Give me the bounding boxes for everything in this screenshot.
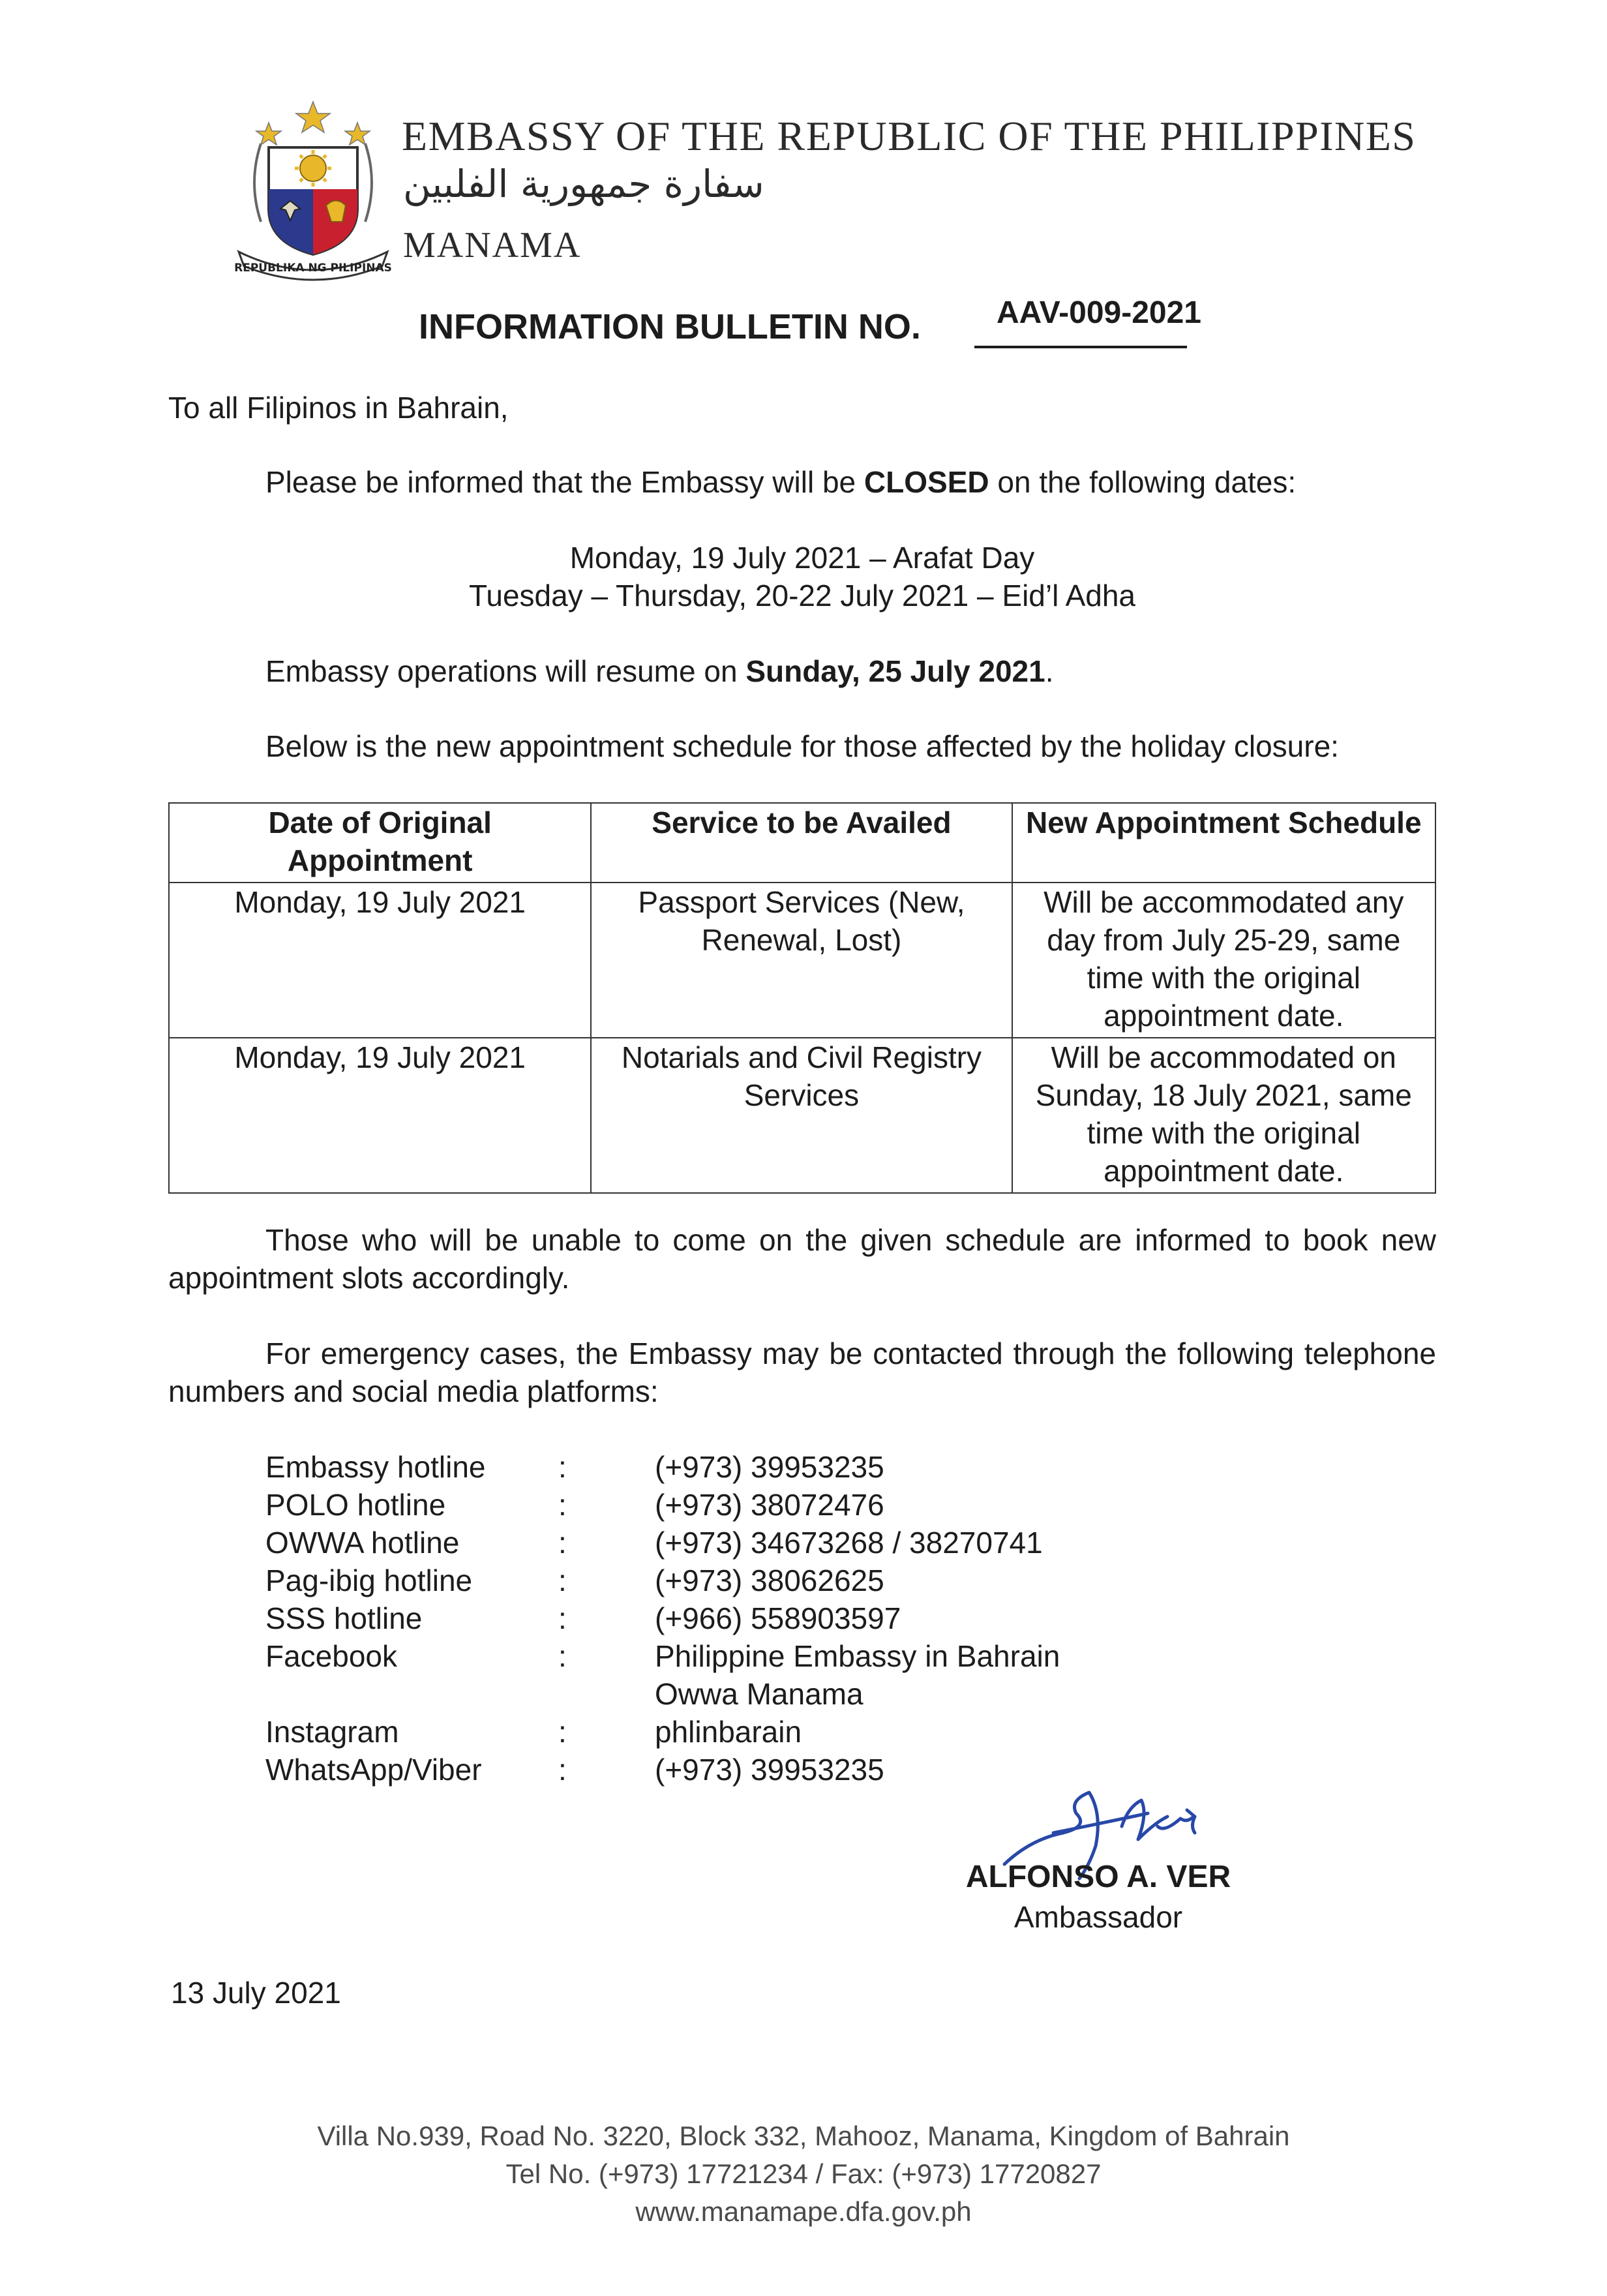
contact-separator: : [558,1715,567,1749]
contact-value: (+973) 34673268 / 38270741 [655,1526,1043,1560]
closure-notice-text-end: on the following dates: [989,465,1297,499]
table-header-row [169,803,1435,883]
contact-separator: : [558,1563,567,1597]
closure-date: Monday, 19 July 2021 – Arafat Day [569,541,1035,575]
contact-label: WhatsApp/Viber [265,1753,482,1787]
contact-value: Owwa Manama [655,1677,864,1711]
table-cell: Notarials and Civil Registry Services [591,1038,1012,1193]
letterhead-city: MANAMA [403,225,582,265]
contact-separator: : [558,1753,567,1787]
footer-website[interactable]: www.manamape.dfa.gov.ph [635,2196,972,2227]
resume-notice-emphasis: Sunday, 25 July 2021 [745,654,1045,688]
contact-label: POLO hotline [265,1488,446,1522]
letterhead-arabic-title: سفارة جمهورية الفلبين [403,162,764,206]
table-cell: Passport Services (New, Renewal, Lost) [591,883,1012,1038]
contact-label: Pag-ibig hotline [265,1563,473,1597]
letterhead-title: EMBASSY OF THE REPUBLIC OF THE PHILIPPINES [402,113,1417,159]
contact-separator: : [558,1488,567,1522]
contact-separator: : [558,1601,567,1635]
contact-value: Philippine Embassy in Bahrain [655,1639,1060,1673]
table-row [169,1038,1435,1193]
table-cell: Monday, 19 July 2021 [169,883,591,1038]
contact-label: SSS hotline [265,1601,423,1635]
table-header: New Appointment Schedule [1012,803,1435,883]
contact-label: Embassy hotline [265,1450,486,1484]
bulletin-number: AAV-009-2021 [997,295,1201,330]
schedule-table [168,802,1436,1194]
contact-separator: : [558,1526,567,1560]
contact-label: Instagram [265,1715,399,1749]
resume-notice [265,652,1054,690]
table-cell: Will be accommodated on Sunday, 18 July 2021, same time with the original appointment date. [1012,1038,1435,1193]
table-cell: Will be accommodated any day from July 25-29, same time with the original appointment date. [1012,883,1435,1038]
bulletin-number-underline [974,346,1187,348]
table-header: Date of Original Appointment [169,803,591,883]
contact-value: (+973) 38072476 [655,1488,884,1522]
closure-notice-text: Please be informed that the Embassy will be [265,465,864,499]
schedule-intro: Below is the new appointment schedule for those affected by the holiday closure: [265,729,1339,763]
footer-address: Villa No.939, Road No. 3220, Block 332, Mahooz, Manama, Kingdom of Bahrain [317,2121,1290,2151]
footer-phone: Tel No. (+973) 17721234 / Fax: (+973) 17720827 [505,2158,1102,2189]
bulletin-label: INFORMATION BULLETIN NO. [419,307,921,346]
svg-text:REPUBLIKA NG PILIPINAS: REPUBLIKA NG PILIPINAS [235,262,391,275]
contact-label: Facebook [265,1639,398,1673]
contact-label: OWWA hotline [265,1526,460,1560]
contact-value: phlinbarain [655,1715,802,1749]
contact-value: (+966) 558903597 [655,1601,901,1635]
signatory-title: Ambassador [1014,1900,1183,1934]
closure-notice [265,463,1296,501]
table-header: Service to be Availed [591,803,1012,883]
contact-value: (+973) 38062625 [655,1563,884,1597]
closure-date: Tuesday – Thursday, 20-22 July 2021 – Eid’l Adha [468,579,1136,612]
unable-notice: Those who will be unable to come on the given schedule are informed to book new appointment slots accordingly. [168,1223,1436,1295]
closure-notice-emphasis: CLOSED [864,465,989,499]
document-date: 13 July 2021 [171,1976,341,2010]
table-row [169,883,1435,1038]
contact-value: (+973) 39953235 [655,1450,884,1484]
embassy-seal [235,98,391,284]
signatory-name: ALFONSO A. VER [965,1860,1231,1894]
table-cell: Monday, 19 July 2021 [169,1038,591,1193]
contact-separator: : [558,1450,567,1484]
resume-notice-text: Embassy operations will resume on [265,654,746,688]
contact-separator: : [558,1639,567,1673]
salutation: To all Filipinos in Bahrain, [168,391,509,425]
contact-value: (+973) 39953235 [655,1753,884,1787]
resume-notice-text-end: . [1045,654,1054,688]
emergency-notice: For emergency cases, the Embassy may be contacted through the following telephone numbers and social media platforms: [168,1337,1436,1408]
